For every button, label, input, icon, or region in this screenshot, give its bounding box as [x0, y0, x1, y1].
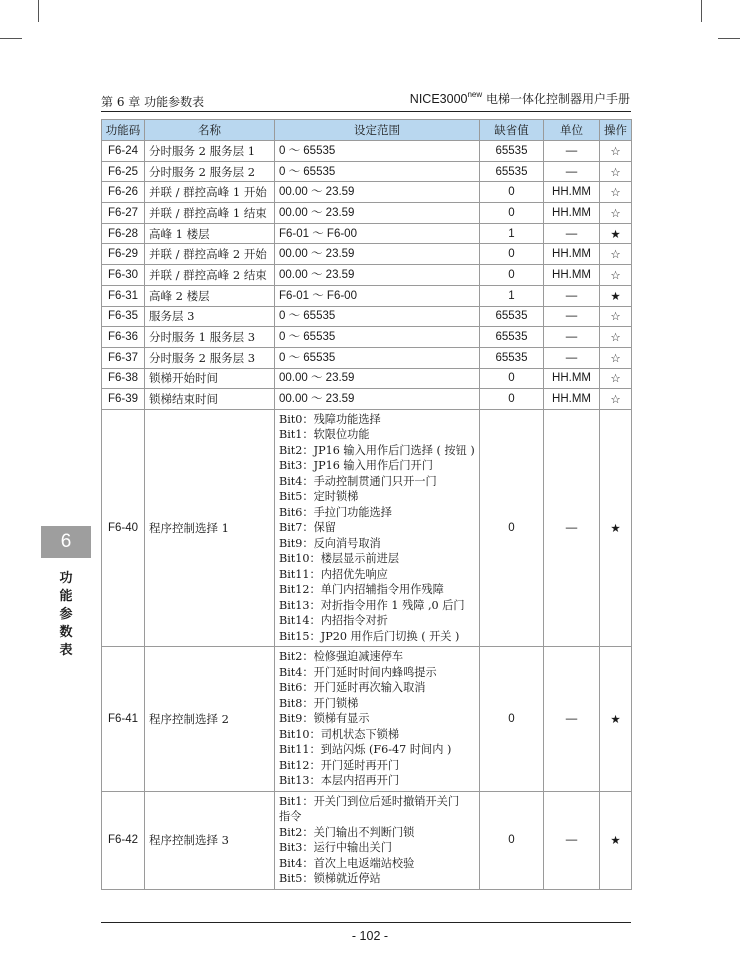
- param-range-line: 指令: [279, 810, 302, 824]
- table-row: [102, 223, 632, 244]
- filled-star-icon: ★: [600, 285, 632, 306]
- param-range-line: F6-01 ～ F6-00: [279, 289, 357, 302]
- table-row: [102, 141, 632, 162]
- param-code: F6-36: [102, 327, 145, 348]
- param-default: 0: [480, 791, 544, 889]
- table-row: [102, 368, 632, 389]
- side-title-char: 表: [59, 643, 73, 658]
- param-range-line: 0 ～ 65535: [279, 351, 336, 364]
- param-code: F6-39: [102, 389, 145, 410]
- table-header-row: [102, 120, 632, 141]
- param-code: F6-25: [102, 161, 145, 182]
- param-range: [275, 306, 480, 327]
- param-unit: —: [544, 647, 600, 792]
- param-code: F6-41: [102, 647, 145, 792]
- param-range-line: Bit13：对折指令用作 1 残障 ,0 后门: [279, 598, 465, 612]
- param-range: [275, 141, 480, 162]
- table-row: [102, 203, 632, 224]
- param-unit: —: [544, 409, 600, 647]
- outline-star-icon: ☆: [600, 265, 632, 286]
- param-code: F6-29: [102, 244, 145, 265]
- param-range-line: Bit4：首次上电返端站校验: [279, 856, 415, 870]
- param-unit: —: [544, 223, 600, 244]
- param-code: F6-26: [102, 182, 145, 203]
- side-title-char: 参: [59, 607, 73, 622]
- param-unit: —: [544, 161, 600, 182]
- param-default: 0: [480, 182, 544, 203]
- param-range: [275, 265, 480, 286]
- param-name: 分时服务 2 服务层 2: [145, 161, 275, 182]
- param-name: 分时服务 2 服务层 1: [145, 141, 275, 162]
- param-range: [275, 389, 480, 410]
- param-range-line: Bit2：检修强迫减速停车: [279, 650, 404, 664]
- param-default: 1: [480, 223, 544, 244]
- column-header-range: 设定范围: [275, 120, 480, 141]
- param-range-line: Bit11：内招优先响应: [279, 567, 388, 581]
- param-range-line: Bit10：楼层显示前进层: [279, 552, 400, 566]
- outline-star-icon: ☆: [600, 203, 632, 224]
- param-range: [275, 791, 480, 889]
- param-unit: HH.MM: [544, 368, 600, 389]
- column-header-operation: 操作: [600, 120, 632, 141]
- outline-star-icon: ☆: [600, 368, 632, 389]
- param-unit: HH.MM: [544, 265, 600, 286]
- param-unit: HH.MM: [544, 203, 600, 224]
- param-range-line: Bit14：内招指令对折: [279, 614, 388, 628]
- param-name: 程序控制选择 3: [145, 791, 275, 889]
- param-range-line: Bit0：残障功能选择: [279, 412, 381, 426]
- param-range-line: Bit3：运行中输出关门: [279, 841, 392, 855]
- param-name: 程序控制选择 2: [145, 647, 275, 792]
- param-default: 0: [480, 647, 544, 792]
- table-row: [102, 347, 632, 368]
- outline-star-icon: ☆: [600, 141, 632, 162]
- filled-star-icon: ★: [600, 223, 632, 244]
- param-unit: HH.MM: [544, 244, 600, 265]
- outline-star-icon: ☆: [600, 161, 632, 182]
- param-name: 并联 / 群控高峰 2 开始: [145, 244, 275, 265]
- param-name: 并联 / 群控高峰 2 结束: [145, 265, 275, 286]
- outline-star-icon: ☆: [600, 306, 632, 327]
- side-title: [58, 570, 74, 660]
- param-default: 0: [480, 389, 544, 410]
- param-range-line: Bit2：关门输出不判断门锁: [279, 825, 415, 839]
- table-row: [102, 791, 632, 889]
- param-default: 65535: [480, 327, 544, 348]
- param-code: F6-27: [102, 203, 145, 224]
- crop-mark: [718, 38, 740, 39]
- param-range-line: 0 ～ 65535: [279, 165, 336, 178]
- param-unit: —: [544, 327, 600, 348]
- outline-star-icon: ☆: [600, 327, 632, 348]
- outline-star-icon: ☆: [600, 389, 632, 410]
- param-default: 65535: [480, 306, 544, 327]
- param-code: F6-37: [102, 347, 145, 368]
- manual-title-text: 电梯一体化控制器用户手册: [482, 92, 630, 106]
- param-code: F6-40: [102, 409, 145, 647]
- param-range-line: 00.00 ～ 23.59: [279, 393, 355, 406]
- param-range: [275, 182, 480, 203]
- param-range-line: Bit8：开门锁梯: [279, 696, 359, 710]
- param-range-line: Bit9：反向消号取消: [279, 536, 381, 550]
- param-range-line: Bit6：开门延时再次输入取消: [279, 681, 426, 695]
- table-row: [102, 647, 632, 792]
- table-row: [102, 265, 632, 286]
- param-range-line: 00.00 ～ 23.59: [279, 268, 355, 281]
- column-header-unit: 单位: [544, 120, 600, 141]
- filled-star-icon: ★: [600, 409, 632, 647]
- table-row: [102, 161, 632, 182]
- param-default: 1: [480, 285, 544, 306]
- parameter-table: [101, 119, 632, 890]
- param-range-line: 00.00 ～ 23.59: [279, 372, 355, 385]
- param-default: 0: [480, 265, 544, 286]
- param-range-line: Bit2：JP16 输入用作后门选择 ( 按钮 ): [279, 443, 475, 457]
- param-name: 服务层 3: [145, 306, 275, 327]
- filled-star-icon: ★: [600, 791, 632, 889]
- table-row: [102, 244, 632, 265]
- param-unit: HH.MM: [544, 389, 600, 410]
- param-range: [275, 285, 480, 306]
- param-unit: HH.MM: [544, 182, 600, 203]
- param-name: 程序控制选择 1: [145, 409, 275, 647]
- param-code: F6-24: [102, 141, 145, 162]
- param-range-line: Bit13：本层内招再开门: [279, 774, 400, 788]
- footer-rule: [101, 922, 631, 923]
- page-number: - 102 -: [351, 929, 389, 943]
- param-name: 分时服务 1 服务层 3: [145, 327, 275, 348]
- param-range-line: Bit5：定时锁梯: [279, 490, 359, 504]
- param-default: 65535: [480, 141, 544, 162]
- param-range-line: Bit5：锁梯就近停站: [279, 872, 381, 886]
- param-default: 65535: [480, 347, 544, 368]
- param-range-line: Bit7：保留: [279, 521, 336, 535]
- table-body: [102, 141, 632, 890]
- param-range: [275, 223, 480, 244]
- param-range-line: Bit10：司机状态下锁梯: [279, 727, 400, 741]
- param-name: 并联 / 群控高峰 1 开始: [145, 182, 275, 203]
- param-default: 0: [480, 409, 544, 647]
- param-range-line: 00.00 ～ 23.59: [279, 248, 355, 261]
- manual-model: NICE3000: [409, 92, 468, 106]
- param-range-line: Bit1：软限位功能: [279, 428, 370, 442]
- param-code: F6-42: [102, 791, 145, 889]
- param-range: [275, 368, 480, 389]
- param-range: [275, 347, 480, 368]
- param-range-line: 00.00 ～ 23.59: [279, 206, 355, 219]
- param-name: 分时服务 2 服务层 3: [145, 347, 275, 368]
- table-row: [102, 182, 632, 203]
- param-name: 高峰 1 楼层: [145, 223, 275, 244]
- param-range-line: Bit11：到站闪烁 (F6-47 时间内 ): [279, 743, 452, 757]
- param-range-line: Bit12：开门延时再开门: [279, 758, 400, 772]
- param-range-line: 0 ～ 65535: [279, 144, 336, 157]
- param-code: F6-38: [102, 368, 145, 389]
- param-range-line: Bit15：JP20 用作后门切换 ( 开关 ): [279, 629, 460, 643]
- manual-model-superscript: new: [467, 90, 483, 99]
- filled-star-icon: ★: [600, 647, 632, 792]
- column-header-name: 名称: [145, 120, 275, 141]
- param-default: 0: [480, 368, 544, 389]
- param-range: [275, 203, 480, 224]
- param-name: 锁梯结束时间: [145, 389, 275, 410]
- param-default: 65535: [480, 161, 544, 182]
- param-default: 0: [480, 244, 544, 265]
- param-range: [275, 327, 480, 348]
- param-range: [275, 409, 480, 647]
- manual-title: [410, 90, 630, 107]
- param-unit: —: [544, 141, 600, 162]
- param-range-line: Bit4：手动控制贯通门只开一门: [279, 474, 437, 488]
- param-range-line: Bit9：锁梯有显示: [279, 712, 370, 726]
- param-range-line: Bit1：开关门到位后延时撤销开关门: [279, 794, 460, 808]
- param-code: F6-30: [102, 265, 145, 286]
- crop-mark: [0, 38, 22, 39]
- param-unit: —: [544, 347, 600, 368]
- param-default: 0: [480, 203, 544, 224]
- crop-mark: [701, 0, 702, 22]
- param-code: F6-28: [102, 223, 145, 244]
- param-code: F6-31: [102, 285, 145, 306]
- side-title-char: 能: [59, 589, 73, 604]
- table-row: [102, 389, 632, 410]
- param-range-line: F6-01 ～ F6-00: [279, 227, 357, 240]
- column-header-code: 功能码: [102, 120, 145, 141]
- table-row: [102, 306, 632, 327]
- param-range-line: 00.00 ～ 23.59: [279, 186, 355, 199]
- side-title-char: 数: [59, 625, 73, 640]
- outline-star-icon: ☆: [600, 244, 632, 265]
- chapter-heading: 第 6 章 功能参数表: [101, 95, 205, 109]
- table-row: [102, 285, 632, 306]
- param-range: [275, 161, 480, 182]
- param-range: [275, 244, 480, 265]
- param-name: 并联 / 群控高峰 1 结束: [145, 203, 275, 224]
- param-range-line: Bit12：单门内招辅指令用作残障: [279, 583, 444, 597]
- table-row: [102, 409, 632, 647]
- header-rule: [101, 111, 631, 112]
- param-unit: —: [544, 285, 600, 306]
- outline-star-icon: ☆: [600, 182, 632, 203]
- table-row: [102, 327, 632, 348]
- param-name: 锁梯开始时间: [145, 368, 275, 389]
- param-range-line: 0 ～ 65535: [279, 310, 336, 323]
- param-range-line: Bit3：JP16 输入用作后门开门: [279, 459, 433, 473]
- param-name: 高峰 2 楼层: [145, 285, 275, 306]
- param-unit: —: [544, 791, 600, 889]
- param-range: [275, 647, 480, 792]
- side-title-char: 功: [59, 571, 73, 586]
- param-range-line: Bit4：开门延时时间内蜂鸣提示: [279, 665, 437, 679]
- param-code: F6-35: [102, 306, 145, 327]
- param-range-line: Bit6：手拉门功能选择: [279, 505, 392, 519]
- column-header-default: 缺省值: [480, 120, 544, 141]
- param-unit: —: [544, 306, 600, 327]
- crop-mark: [38, 0, 39, 22]
- param-range-line: 0 ～ 65535: [279, 331, 336, 344]
- chapter-tab: 6: [41, 526, 91, 558]
- outline-star-icon: ☆: [600, 347, 632, 368]
